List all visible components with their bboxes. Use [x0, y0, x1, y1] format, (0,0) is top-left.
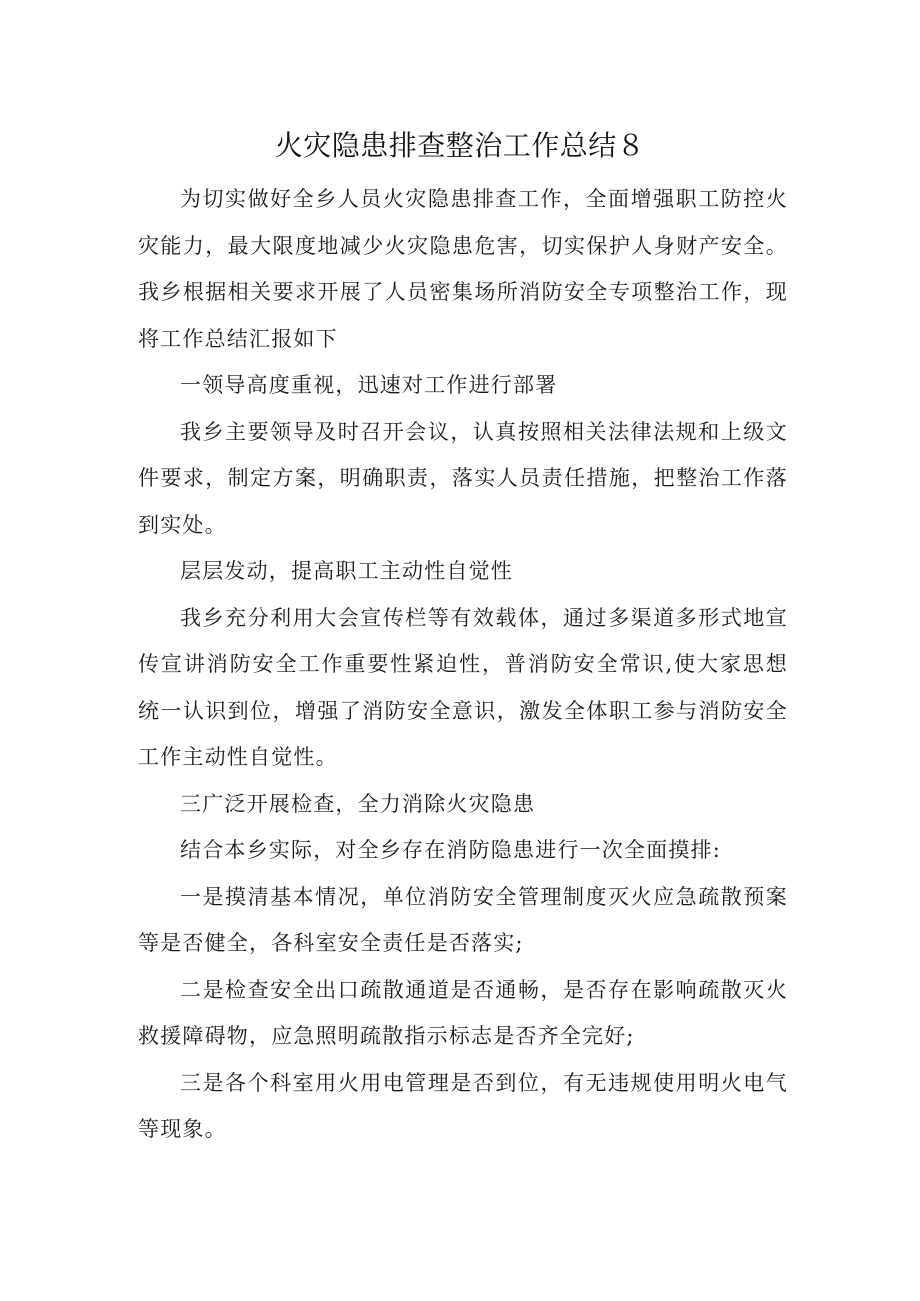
paragraph-publicity: 我乡充分利用大会宣传栏等有效载体，通过多渠道多形式地宣传宣讲消防安全工作重要性紧迫性，普消防安全常识,使大家思想统一认识到位，增强了消防安全意识，激发全体职工参与消防安全工作主动性自觉性。 — [138, 605, 788, 769]
section-heading-1: 一领导高度重视，迅速对工作进行部署 — [180, 373, 558, 397]
document-title: 火灾隐患排查整治工作总结８ — [274, 129, 646, 162]
paragraph-intro: 为切实做好全乡人员火灾隐患排查工作，全面增强职工防控火灾能力，最大限度地减少火灾隐患危害，切实保护人身财产安全。我乡根据相关要求开展了人员密集场所消防安全专项整治工作，现将工作总结汇报如下 — [138, 187, 788, 351]
section-heading-3: 三广泛开展检查，全力消除火灾隐患 — [180, 791, 536, 816]
paragraph-item-2: 二是检查安全出口疏散通道是否通畅，是否存在影响疏散灭火救援障碍物，应急照明疏散指示标志是否齐全完好; — [138, 977, 788, 1048]
paragraph-item-1: 一是摸清基本情况，单位消防安全管理制度灭火应急疏散预案等是否健全，各科室安全责任是否落实; — [138, 884, 788, 955]
section-heading-2: 层层发动，提高职工主动性自觉性 — [180, 559, 513, 583]
paragraph-item-3: 三是各个科室用火用电管理是否到位，有无违规使用明火电气等现象。 — [138, 1070, 788, 1141]
paragraph-inspection-intro: 结合本乡实际，对全乡存在消防隐患进行一次全面摸排: — [180, 838, 722, 862]
document-body — [138, 176, 788, 1153]
paragraph-meeting: 我乡主要领导及时召开会议，认真按照相关法律法规和上级文件要求，制定方案，明确职责，落实人员责任措施，把整治工作落到实处。 — [138, 419, 788, 537]
